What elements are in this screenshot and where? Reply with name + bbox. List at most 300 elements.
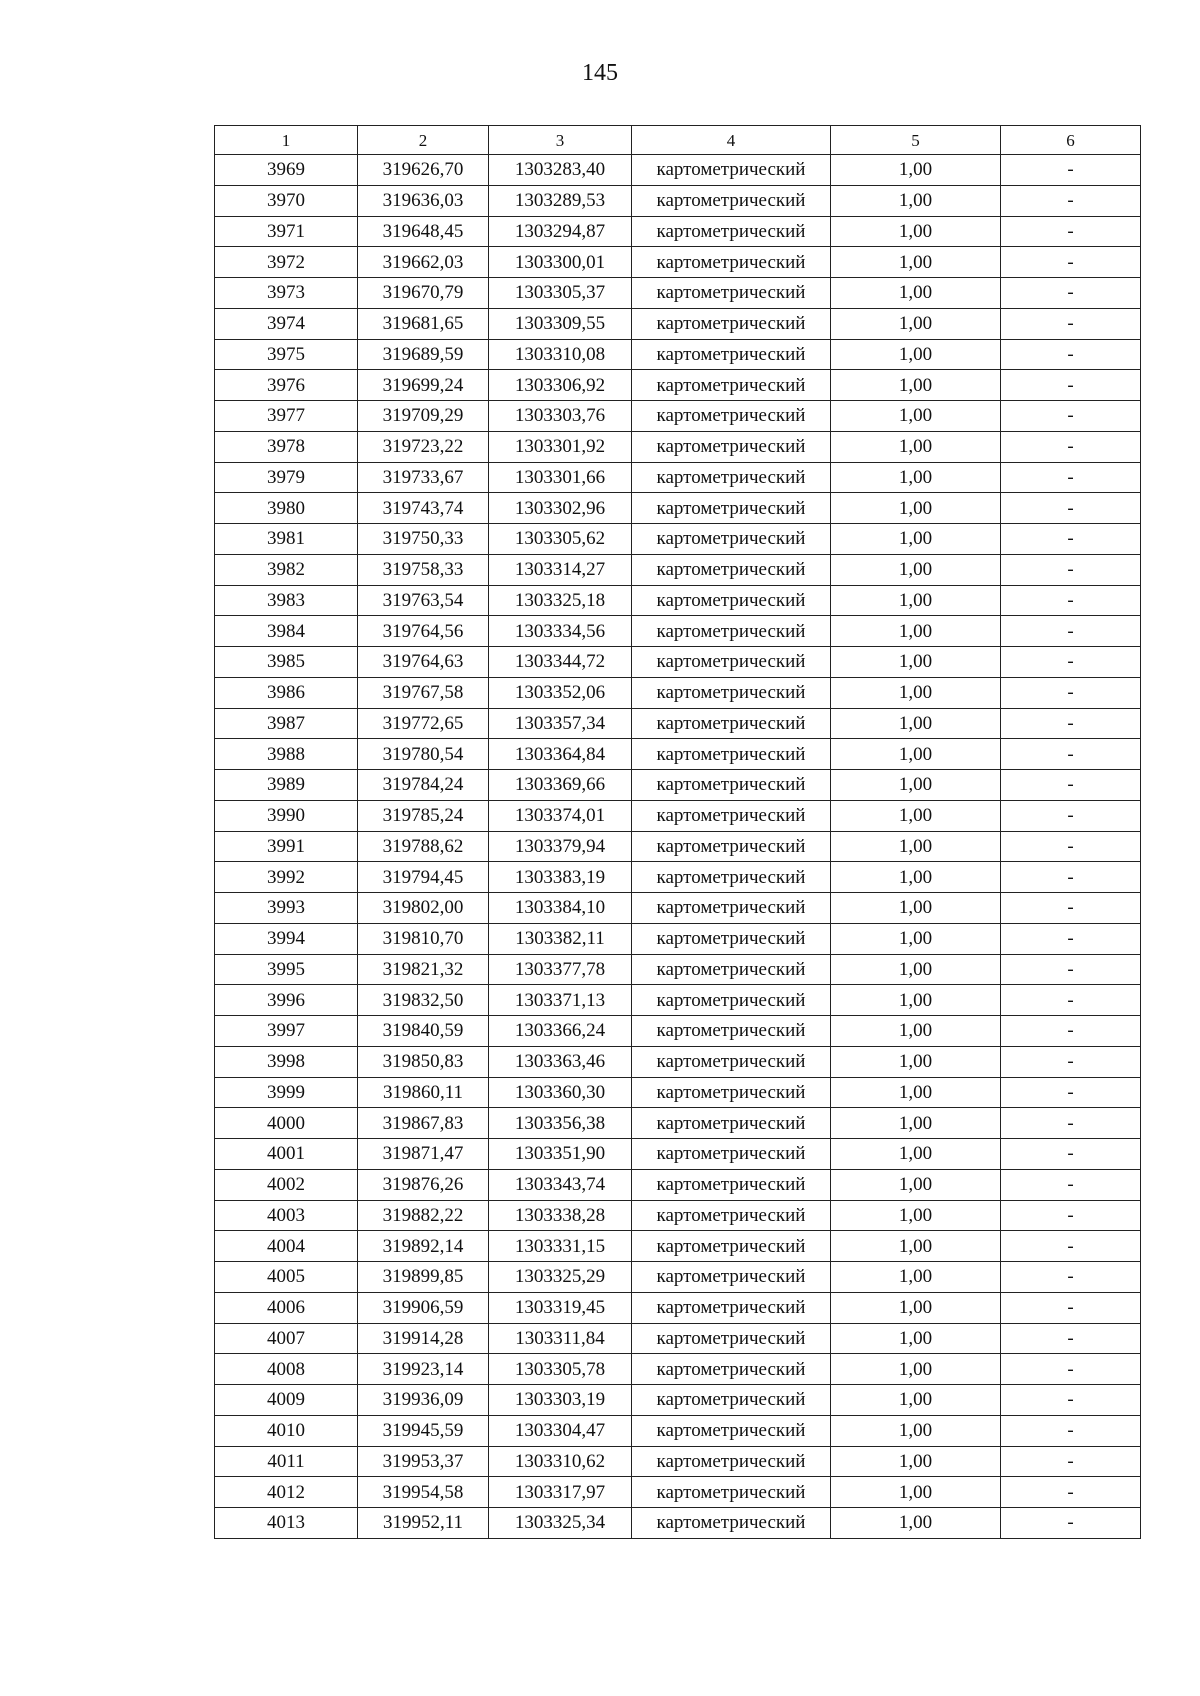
table-row <box>215 1385 1141 1416</box>
y-coordinate-cell: 1303309,55 <box>489 308 632 339</box>
accuracy-cell: 1,00 <box>831 554 1001 585</box>
table-row <box>215 831 1141 862</box>
y-coordinate-cell: 1303352,06 <box>489 677 632 708</box>
table-row <box>215 1354 1141 1385</box>
x-coordinate-cell: 319794,45 <box>358 862 489 893</box>
y-coordinate-cell: 1303305,62 <box>489 524 632 555</box>
note-cell: - <box>1001 1446 1141 1477</box>
note-cell: - <box>1001 1077 1141 1108</box>
point-number-cell: 3996 <box>215 985 358 1016</box>
table-row <box>215 1046 1141 1077</box>
point-number-cell: 4011 <box>215 1446 358 1477</box>
method-cell: картометрический <box>632 708 831 739</box>
x-coordinate-cell: 319670,79 <box>358 278 489 309</box>
table-row <box>215 1139 1141 1170</box>
table-body <box>215 155 1141 1539</box>
y-coordinate-cell: 1303366,24 <box>489 1016 632 1047</box>
method-cell: картометрический <box>632 308 831 339</box>
point-number-cell: 4007 <box>215 1323 358 1354</box>
y-coordinate-cell: 1303360,30 <box>489 1077 632 1108</box>
method-cell: картометрический <box>632 462 831 493</box>
note-cell: - <box>1001 1262 1141 1293</box>
x-coordinate-cell: 319709,29 <box>358 401 489 432</box>
table-row <box>215 677 1141 708</box>
accuracy-cell: 1,00 <box>831 893 1001 924</box>
accuracy-cell: 1,00 <box>831 985 1001 1016</box>
accuracy-cell: 1,00 <box>831 339 1001 370</box>
point-number-cell: 3978 <box>215 431 358 462</box>
x-coordinate-cell: 319882,22 <box>358 1200 489 1231</box>
coordinates-table <box>214 125 1141 1539</box>
note-cell: - <box>1001 1292 1141 1323</box>
table-row <box>215 339 1141 370</box>
x-coordinate-cell: 319954,58 <box>358 1477 489 1508</box>
method-cell: картометрический <box>632 431 831 462</box>
point-number-cell: 4010 <box>215 1415 358 1446</box>
x-coordinate-cell: 319936,09 <box>358 1385 489 1416</box>
accuracy-cell: 1,00 <box>831 1169 1001 1200</box>
method-cell: картометрический <box>632 524 831 555</box>
x-coordinate-cell: 319763,54 <box>358 585 489 616</box>
accuracy-cell: 1,00 <box>831 155 1001 186</box>
method-cell: картометрический <box>632 1323 831 1354</box>
table-row <box>215 554 1141 585</box>
note-cell: - <box>1001 862 1141 893</box>
y-coordinate-cell: 1303306,92 <box>489 370 632 401</box>
point-number-cell: 3979 <box>215 462 358 493</box>
accuracy-cell: 1,00 <box>831 462 1001 493</box>
y-coordinate-cell: 1303289,53 <box>489 185 632 216</box>
accuracy-cell: 1,00 <box>831 1292 1001 1323</box>
accuracy-cell: 1,00 <box>831 524 1001 555</box>
note-cell: - <box>1001 1046 1141 1077</box>
table-row <box>215 493 1141 524</box>
note-cell: - <box>1001 1016 1141 1047</box>
y-coordinate-cell: 1303310,08 <box>489 339 632 370</box>
method-cell: картометрический <box>632 1446 831 1477</box>
point-number-cell: 4003 <box>215 1200 358 1231</box>
table-row <box>215 1323 1141 1354</box>
method-cell: картометрический <box>632 1077 831 1108</box>
x-coordinate-cell: 319648,45 <box>358 216 489 247</box>
accuracy-cell: 1,00 <box>831 247 1001 278</box>
x-coordinate-cell: 319850,83 <box>358 1046 489 1077</box>
point-number-cell: 4008 <box>215 1354 358 1385</box>
table-row <box>215 1508 1141 1539</box>
x-coordinate-cell: 319899,85 <box>358 1262 489 1293</box>
x-coordinate-cell: 319953,37 <box>358 1446 489 1477</box>
accuracy-cell: 1,00 <box>831 800 1001 831</box>
column-header: 4 <box>632 126 831 155</box>
accuracy-cell: 1,00 <box>831 1016 1001 1047</box>
method-cell: картометрический <box>632 831 831 862</box>
accuracy-cell: 1,00 <box>831 493 1001 524</box>
method-cell: картометрический <box>632 1415 831 1446</box>
table-row <box>215 1200 1141 1231</box>
table-row <box>215 647 1141 678</box>
point-number-cell: 3987 <box>215 708 358 739</box>
y-coordinate-cell: 1303357,34 <box>489 708 632 739</box>
note-cell: - <box>1001 1108 1141 1139</box>
accuracy-cell: 1,00 <box>831 1446 1001 1477</box>
x-coordinate-cell: 319840,59 <box>358 1016 489 1047</box>
method-cell: картометрический <box>632 216 831 247</box>
table-row <box>215 1415 1141 1446</box>
point-number-cell: 3975 <box>215 339 358 370</box>
point-number-cell: 4002 <box>215 1169 358 1200</box>
table-row <box>215 247 1141 278</box>
x-coordinate-cell: 319699,24 <box>358 370 489 401</box>
accuracy-cell: 1,00 <box>831 1200 1001 1231</box>
note-cell: - <box>1001 616 1141 647</box>
accuracy-cell: 1,00 <box>831 1508 1001 1539</box>
note-cell: - <box>1001 493 1141 524</box>
point-number-cell: 3973 <box>215 278 358 309</box>
y-coordinate-cell: 1303305,78 <box>489 1354 632 1385</box>
accuracy-cell: 1,00 <box>831 370 1001 401</box>
point-number-cell: 3976 <box>215 370 358 401</box>
point-number-cell: 3997 <box>215 1016 358 1047</box>
method-cell: картометрический <box>632 954 831 985</box>
note-cell: - <box>1001 339 1141 370</box>
y-coordinate-cell: 1303356,38 <box>489 1108 632 1139</box>
method-cell: картометрический <box>632 585 831 616</box>
column-header: 1 <box>215 126 358 155</box>
point-number-cell: 4001 <box>215 1139 358 1170</box>
x-coordinate-cell: 319867,83 <box>358 1108 489 1139</box>
x-coordinate-cell: 319871,47 <box>358 1139 489 1170</box>
method-cell: картометрический <box>632 985 831 1016</box>
table-row <box>215 524 1141 555</box>
table-row <box>215 923 1141 954</box>
method-cell: картометрический <box>632 647 831 678</box>
table-row <box>215 708 1141 739</box>
method-cell: картометрический <box>632 1046 831 1077</box>
accuracy-cell: 1,00 <box>831 1262 1001 1293</box>
accuracy-cell: 1,00 <box>831 1477 1001 1508</box>
x-coordinate-cell: 319810,70 <box>358 923 489 954</box>
x-coordinate-cell: 319772,65 <box>358 708 489 739</box>
x-coordinate-cell: 319764,56 <box>358 616 489 647</box>
y-coordinate-cell: 1303304,47 <box>489 1415 632 1446</box>
point-number-cell: 3992 <box>215 862 358 893</box>
point-number-cell: 3993 <box>215 893 358 924</box>
y-coordinate-cell: 1303343,74 <box>489 1169 632 1200</box>
point-number-cell: 4005 <box>215 1262 358 1293</box>
y-coordinate-cell: 1303325,18 <box>489 585 632 616</box>
note-cell: - <box>1001 770 1141 801</box>
x-coordinate-cell: 319681,65 <box>358 308 489 339</box>
table-row <box>215 954 1141 985</box>
point-number-cell: 3998 <box>215 1046 358 1077</box>
table-row <box>215 401 1141 432</box>
point-number-cell: 3984 <box>215 616 358 647</box>
point-number-cell: 3982 <box>215 554 358 585</box>
x-coordinate-cell: 319860,11 <box>358 1077 489 1108</box>
note-cell: - <box>1001 1231 1141 1262</box>
note-cell: - <box>1001 1139 1141 1170</box>
note-cell: - <box>1001 923 1141 954</box>
y-coordinate-cell: 1303294,87 <box>489 216 632 247</box>
x-coordinate-cell: 319952,11 <box>358 1508 489 1539</box>
method-cell: картометрический <box>632 554 831 585</box>
table-row <box>215 1016 1141 1047</box>
y-coordinate-cell: 1303300,01 <box>489 247 632 278</box>
note-cell: - <box>1001 647 1141 678</box>
note-cell: - <box>1001 1323 1141 1354</box>
y-coordinate-cell: 1303364,84 <box>489 739 632 770</box>
method-cell: картометрический <box>632 862 831 893</box>
table-row <box>215 308 1141 339</box>
table-row <box>215 1262 1141 1293</box>
x-coordinate-cell: 319758,33 <box>358 554 489 585</box>
note-cell: - <box>1001 1477 1141 1508</box>
y-coordinate-cell: 1303325,29 <box>489 1262 632 1293</box>
method-cell: картометрический <box>632 1262 831 1293</box>
point-number-cell: 3969 <box>215 155 358 186</box>
table-row <box>215 770 1141 801</box>
x-coordinate-cell: 319788,62 <box>358 831 489 862</box>
point-number-cell: 3971 <box>215 216 358 247</box>
note-cell: - <box>1001 308 1141 339</box>
x-coordinate-cell: 319821,32 <box>358 954 489 985</box>
note-cell: - <box>1001 800 1141 831</box>
point-number-cell: 3991 <box>215 831 358 862</box>
note-cell: - <box>1001 708 1141 739</box>
table-row <box>215 893 1141 924</box>
accuracy-cell: 1,00 <box>831 1385 1001 1416</box>
note-cell: - <box>1001 677 1141 708</box>
method-cell: картометрический <box>632 1477 831 1508</box>
point-number-cell: 3988 <box>215 739 358 770</box>
x-coordinate-cell: 319832,50 <box>358 985 489 1016</box>
point-number-cell: 3986 <box>215 677 358 708</box>
y-coordinate-cell: 1303363,46 <box>489 1046 632 1077</box>
method-cell: картометрический <box>632 1169 831 1200</box>
x-coordinate-cell: 319662,03 <box>358 247 489 278</box>
y-coordinate-cell: 1303331,15 <box>489 1231 632 1262</box>
y-coordinate-cell: 1303283,40 <box>489 155 632 186</box>
x-coordinate-cell: 319923,14 <box>358 1354 489 1385</box>
accuracy-cell: 1,00 <box>831 862 1001 893</box>
method-cell: картометрический <box>632 247 831 278</box>
y-coordinate-cell: 1303314,27 <box>489 554 632 585</box>
x-coordinate-cell: 319733,67 <box>358 462 489 493</box>
accuracy-cell: 1,00 <box>831 923 1001 954</box>
accuracy-cell: 1,00 <box>831 1108 1001 1139</box>
accuracy-cell: 1,00 <box>831 954 1001 985</box>
point-number-cell: 3995 <box>215 954 358 985</box>
method-cell: картометрический <box>632 893 831 924</box>
note-cell: - <box>1001 739 1141 770</box>
method-cell: картометрический <box>632 370 831 401</box>
table-row <box>215 1231 1141 1262</box>
column-header: 2 <box>358 126 489 155</box>
accuracy-cell: 1,00 <box>831 739 1001 770</box>
y-coordinate-cell: 1303310,62 <box>489 1446 632 1477</box>
note-cell: - <box>1001 1385 1141 1416</box>
x-coordinate-cell: 319636,03 <box>358 185 489 216</box>
note-cell: - <box>1001 278 1141 309</box>
note-cell: - <box>1001 831 1141 862</box>
method-cell: картометрический <box>632 1139 831 1170</box>
method-cell: картометрический <box>632 1292 831 1323</box>
note-cell: - <box>1001 370 1141 401</box>
accuracy-cell: 1,00 <box>831 831 1001 862</box>
accuracy-cell: 1,00 <box>831 585 1001 616</box>
y-coordinate-cell: 1303302,96 <box>489 493 632 524</box>
x-coordinate-cell: 319802,00 <box>358 893 489 924</box>
accuracy-cell: 1,00 <box>831 1323 1001 1354</box>
method-cell: картометрический <box>632 1354 831 1385</box>
method-cell: картометрический <box>632 770 831 801</box>
accuracy-cell: 1,00 <box>831 185 1001 216</box>
y-coordinate-cell: 1303338,28 <box>489 1200 632 1231</box>
y-coordinate-cell: 1303383,19 <box>489 862 632 893</box>
y-coordinate-cell: 1303301,66 <box>489 462 632 493</box>
x-coordinate-cell: 319743,74 <box>358 493 489 524</box>
point-number-cell: 3980 <box>215 493 358 524</box>
method-cell: картометрический <box>632 739 831 770</box>
note-cell: - <box>1001 185 1141 216</box>
note-cell: - <box>1001 247 1141 278</box>
point-number-cell: 4006 <box>215 1292 358 1323</box>
x-coordinate-cell: 319914,28 <box>358 1323 489 1354</box>
point-number-cell: 3990 <box>215 800 358 831</box>
note-cell: - <box>1001 216 1141 247</box>
y-coordinate-cell: 1303311,84 <box>489 1323 632 1354</box>
point-number-cell: 3981 <box>215 524 358 555</box>
point-number-cell: 3983 <box>215 585 358 616</box>
table-row <box>215 1169 1141 1200</box>
y-coordinate-cell: 1303384,10 <box>489 893 632 924</box>
table-row <box>215 800 1141 831</box>
method-cell: картометрический <box>632 1508 831 1539</box>
point-number-cell: 4004 <box>215 1231 358 1262</box>
table-row <box>215 1077 1141 1108</box>
x-coordinate-cell: 319892,14 <box>358 1231 489 1262</box>
method-cell: картометрический <box>632 1200 831 1231</box>
table-row <box>215 739 1141 770</box>
method-cell: картометрический <box>632 401 831 432</box>
method-cell: картометрический <box>632 1016 831 1047</box>
note-cell: - <box>1001 893 1141 924</box>
note-cell: - <box>1001 431 1141 462</box>
note-cell: - <box>1001 155 1141 186</box>
accuracy-cell: 1,00 <box>831 1046 1001 1077</box>
column-header: 3 <box>489 126 632 155</box>
x-coordinate-cell: 319780,54 <box>358 739 489 770</box>
point-number-cell: 3994 <box>215 923 358 954</box>
point-number-cell: 4000 <box>215 1108 358 1139</box>
y-coordinate-cell: 1303325,34 <box>489 1508 632 1539</box>
y-coordinate-cell: 1303369,66 <box>489 770 632 801</box>
point-number-cell: 4012 <box>215 1477 358 1508</box>
point-number-cell: 3974 <box>215 308 358 339</box>
x-coordinate-cell: 319767,58 <box>358 677 489 708</box>
table-row <box>215 862 1141 893</box>
point-number-cell: 3985 <box>215 647 358 678</box>
method-cell: картометрический <box>632 677 831 708</box>
table-row <box>215 462 1141 493</box>
x-coordinate-cell: 319784,24 <box>358 770 489 801</box>
method-cell: картометрический <box>632 339 831 370</box>
x-coordinate-cell: 319626,70 <box>358 155 489 186</box>
note-cell: - <box>1001 524 1141 555</box>
note-cell: - <box>1001 1415 1141 1446</box>
accuracy-cell: 1,00 <box>831 308 1001 339</box>
accuracy-cell: 1,00 <box>831 1077 1001 1108</box>
y-coordinate-cell: 1303382,11 <box>489 923 632 954</box>
method-cell: картометрический <box>632 1108 831 1139</box>
note-cell: - <box>1001 1508 1141 1539</box>
point-number-cell: 3989 <box>215 770 358 801</box>
table-row <box>215 216 1141 247</box>
table-row <box>215 155 1141 186</box>
accuracy-cell: 1,00 <box>831 616 1001 647</box>
y-coordinate-cell: 1303371,13 <box>489 985 632 1016</box>
method-cell: картометрический <box>632 155 831 186</box>
point-number-cell: 4013 <box>215 1508 358 1539</box>
note-cell: - <box>1001 954 1141 985</box>
note-cell: - <box>1001 585 1141 616</box>
note-cell: - <box>1001 1169 1141 1200</box>
accuracy-cell: 1,00 <box>831 1354 1001 1385</box>
x-coordinate-cell: 319876,26 <box>358 1169 489 1200</box>
accuracy-cell: 1,00 <box>831 216 1001 247</box>
note-cell: - <box>1001 554 1141 585</box>
table-row <box>215 1292 1141 1323</box>
y-coordinate-cell: 1303377,78 <box>489 954 632 985</box>
point-number-cell: 3999 <box>215 1077 358 1108</box>
note-cell: - <box>1001 462 1141 493</box>
x-coordinate-cell: 319689,59 <box>358 339 489 370</box>
accuracy-cell: 1,00 <box>831 278 1001 309</box>
y-coordinate-cell: 1303374,01 <box>489 800 632 831</box>
point-number-cell: 3972 <box>215 247 358 278</box>
table-header-row <box>215 126 1141 155</box>
table-row <box>215 278 1141 309</box>
accuracy-cell: 1,00 <box>831 1231 1001 1262</box>
y-coordinate-cell: 1303351,90 <box>489 1139 632 1170</box>
accuracy-cell: 1,00 <box>831 431 1001 462</box>
y-coordinate-cell: 1303344,72 <box>489 647 632 678</box>
note-cell: - <box>1001 1200 1141 1231</box>
method-cell: картометрический <box>632 493 831 524</box>
table-row <box>215 1446 1141 1477</box>
table-row <box>215 585 1141 616</box>
method-cell: картометрический <box>632 1231 831 1262</box>
accuracy-cell: 1,00 <box>831 770 1001 801</box>
y-coordinate-cell: 1303303,19 <box>489 1385 632 1416</box>
x-coordinate-cell: 319906,59 <box>358 1292 489 1323</box>
y-coordinate-cell: 1303317,97 <box>489 1477 632 1508</box>
y-coordinate-cell: 1303301,92 <box>489 431 632 462</box>
x-coordinate-cell: 319945,59 <box>358 1415 489 1446</box>
note-cell: - <box>1001 985 1141 1016</box>
page-number: 145 <box>582 60 618 86</box>
y-coordinate-cell: 1303303,76 <box>489 401 632 432</box>
point-number-cell: 4009 <box>215 1385 358 1416</box>
y-coordinate-cell: 1303379,94 <box>489 831 632 862</box>
x-coordinate-cell: 319750,33 <box>358 524 489 555</box>
table-row <box>215 431 1141 462</box>
x-coordinate-cell: 319785,24 <box>358 800 489 831</box>
x-coordinate-cell: 319723,22 <box>358 431 489 462</box>
accuracy-cell: 1,00 <box>831 1139 1001 1170</box>
table-row <box>215 1477 1141 1508</box>
accuracy-cell: 1,00 <box>831 401 1001 432</box>
